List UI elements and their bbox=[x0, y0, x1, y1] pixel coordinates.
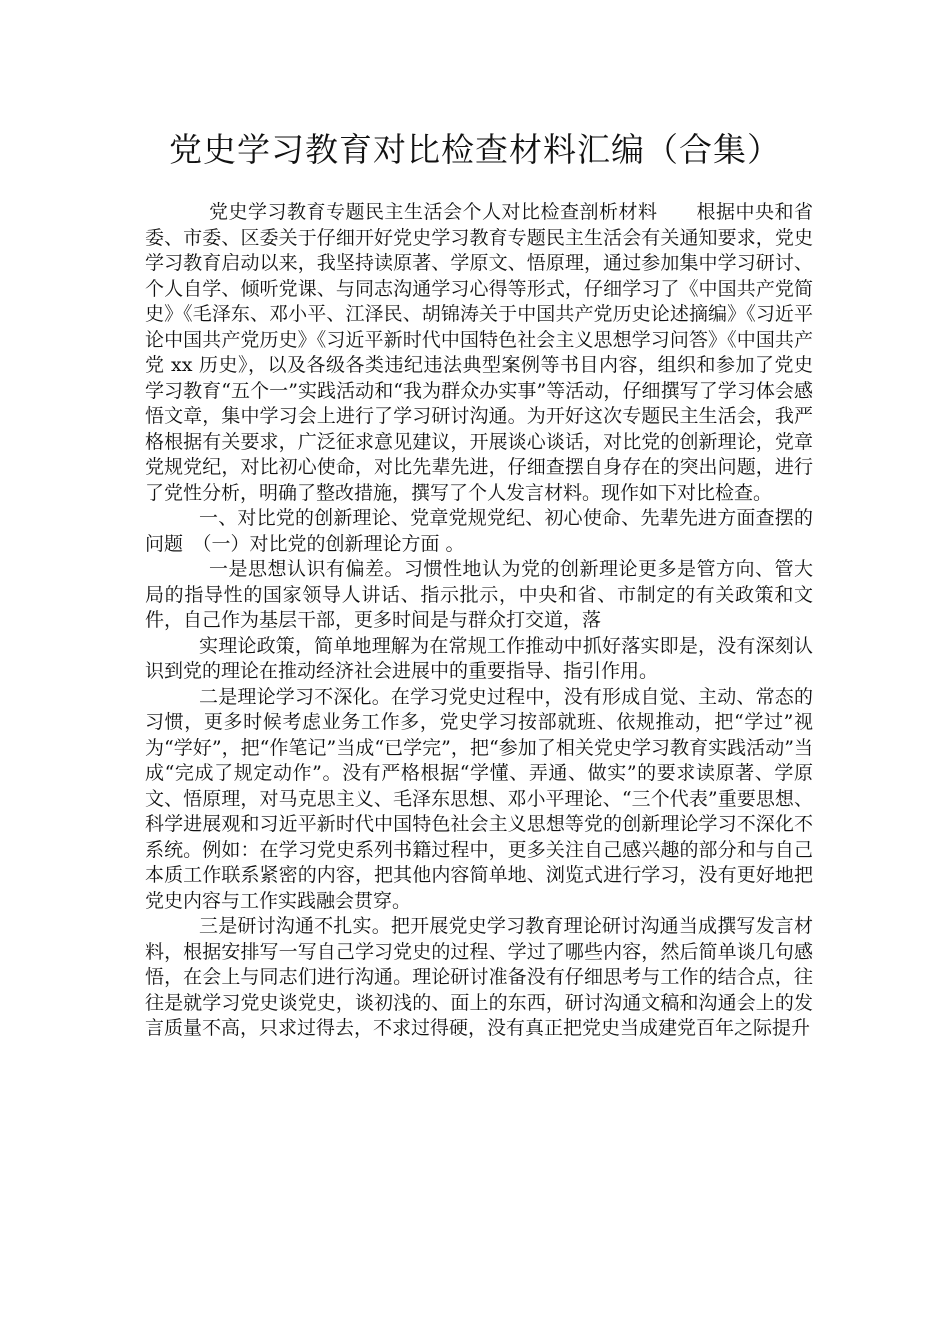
paragraph-section-heading: 一、对比党的创新理论、党章党规党纪、初心使命、先辈先进方面查摆的问题 （一）对比党的创新理论方面 。 bbox=[145, 507, 813, 555]
document-title: 党史学习教育对比检查材料汇编（合集） bbox=[169, 130, 781, 169]
paragraph-intro: 党史学习教育专题民主生活会个人对比检查剖析材料 根据中央和省委、市委、区委关于仔细开好党史学习教育专题民主生活会有关通知要求，党史学习教育启动以来，我坚持读原著、学原文、悟原理，通过参加集中学习研讨、个人自学、倾听党课、与同志沟通学习心得等形式，仔细学习了《中国共产党简史》《毛泽东、邓小平、江泽民、胡锦涛关于中国共产党历史论述摘编》《习近平论中国共产党历史》《习近平新时代中国特色社会主义思想学习问答》《中国共产党 xx 历史》，以及各级各类违纪违法典型案例等书目内容，组织和参加了党史学习教育“五个一”实践活动和“我为群众办实事”等活动，仔细撰写了学习体会感悟文章，集中学习会上进行了学习研讨沟通。为开好这次专题民主生活会，我严格根据有关要求，广泛征求意见建议，开展谈心谈话，对比党的创新理论，党章党规党纪，对比初心使命，对比先辈先进，仔细查摆自身存在的突出问题，进行了党性分析，明确了整改措施，撰写了个人发言材料。现作如下对比检查。 bbox=[145, 201, 813, 504]
paragraph-point-three: 三是研讨沟通不扎实。把开展党史学习教育理论研讨沟通当成撰写发言材料，根据安排写一写自己学习党史的过程、学过了哪些内容，然后简单谈几句感悟，在会上与同志们进行沟通。理论研讨准备没有仔细思考与工作的结合点，往往是就学习党史谈党史，谈初浅的、面上的东西，研讨沟通文稿和沟通会上的发言质量不高，只求过得去，不求过得硬，没有真正把党史当成建党百年之际提升 bbox=[145, 915, 813, 1039]
paragraph-point-one-continued: 实理论政策，简单地理解为在常规工作推动中抓好落实即是，没有深刻认识到党的理论在推动经济社会进展中的重要指导、指引作用。 bbox=[145, 634, 813, 682]
document-body bbox=[145, 200, 813, 1042]
paragraph-point-two: 二是理论学习不深化。在学习党史过程中，没有形成自觉、主动、常态的习惯，更多时候考虑业务工作多，党史学习按部就班、依规推动，把“学过”视为“学好”，把“作笔记”当成“已学完”，把“参加了相关党史学习教育实践活动”当成“完成了规定动作”。没有严格根据“学懂、弄通、做实”的要求读原著、学原文、悟原理，对马克思主义、毛泽东思想、邓小平理论、“三个代表”重要思想、科学进展观和习近平新时代中国特色社会主义思想等党的创新理论学习不深化不系统。例如：在学习党史系列书籍过程中，更多关注自己感兴趣的部分和与自己本质工作联系紧密的内容，把其他内容简单地、浏览式进行学习，没有更好地把党史内容与工作实践融会贯穿。 bbox=[145, 685, 813, 912]
paragraph-point-one: 一是思想认识有偏差。习惯性地认为党的创新理论更多是管方向、管大局的指导性的国家领导人讲话、指示批示，中央和省、市制定的有关政策和文件，自己作为基层干部，更多时间是与群众打交道，落 bbox=[145, 558, 813, 631]
